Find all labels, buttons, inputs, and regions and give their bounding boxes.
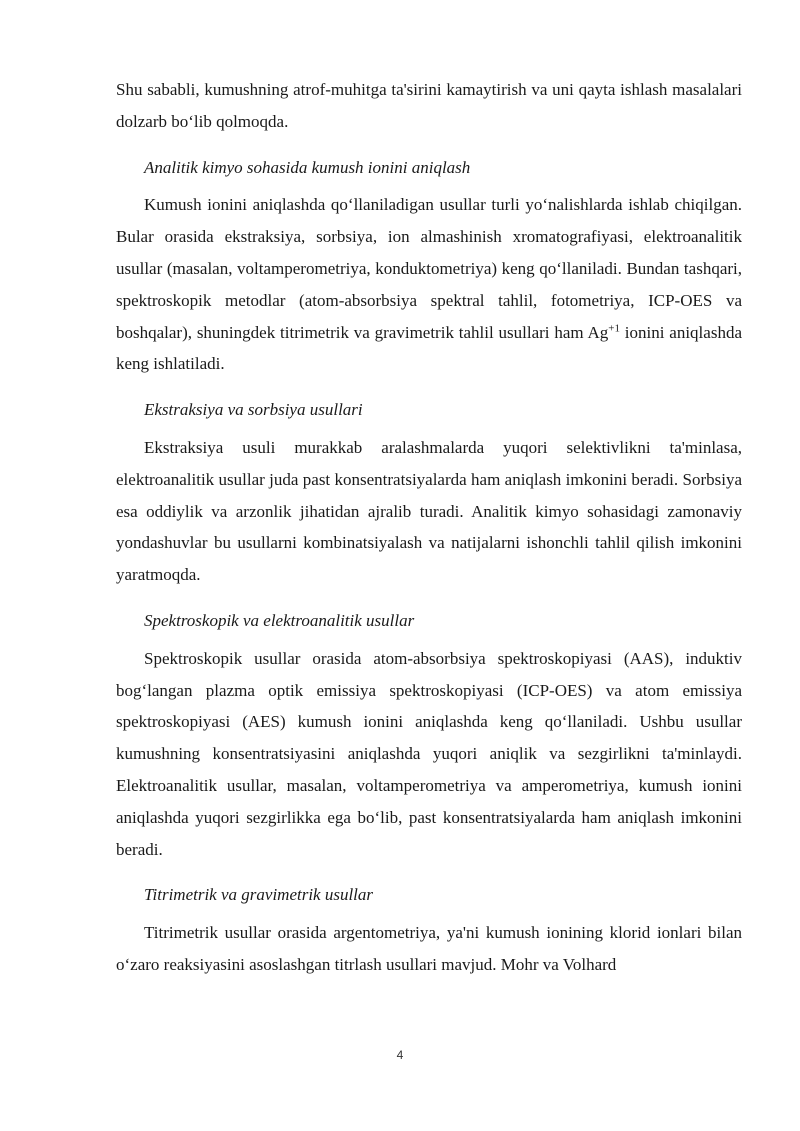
paragraph-extraction-sorption: Ekstraksiya usuli murakkab aralashmalarda yuqori selektivlikni ta'minlasa, elektroanalitik usullar juda past konsentratsiyalarda ham aniqlash imkonini beradi. Sorbsiya esa oddiylik va arzonlik jihatidan ajralib turadi. Analitik kimyo sohasidagi zamonaviy yondashuvlar bu usullarni kombinatsiyalash va natijalarni ishonchli tahlil qilish imkonini yaratmoqda. <box>116 437 742 585</box>
section-heading-spectroscopic: Spektroskopik va elektroanalitik usullar <box>144 610 415 630</box>
ion-charge-superscript: +1 <box>608 321 620 334</box>
document-page <box>116 74 742 981</box>
paragraph-spectroscopic: Spektroskopik usullar orasida atom-absorbsiya spektroskopiyasi (AAS), induktiv bog‘langan plazma optik emissiya spektroskopiyasi (ICP-OES) va atom emissiya spektroskopiyasi (AES) kumush ionini aniqlashda keng qo‘llaniladi. Ushbu usullar kumushning konsentratsiyasini aniqlashda yuqori aniqlik va sezgirlikni ta'minlaydi. Elektroanalitik usullar, masalan, voltamperometriya va amperometriya, kumush ionini aniqlashda yuqori sezgirlikka ega bo‘lib, past konsentratsiyalarda ham aniqlash imkonini beradi. <box>116 648 742 859</box>
section-heading-extraction-sorption: Ekstraksiya va sorbsiya usullari <box>144 400 363 420</box>
paragraph-continuation: Shu sababli, kumushning atrof-muhitga ta'sirini kamaytirish va uni qayta ishlash masalalari dolzarb bo‘lib qolmoqda. <box>116 80 742 131</box>
paragraph-methods-text: Kumush ionini aniqlashda qo‘llaniladigan usullar turli yo‘nalishlarda ishlab chiqilgan. Bular orasida ekstraksiya, sorbsiya, ion almashinish xromatografiyasi, elektroanalitik usullar (masalan, voltamperometriya, konduktometriya) keng qo‘llaniladi. Bundan tashqari, spektroskopik metodlar (atom-absorbsiya spektral tahlil, fotometriya, ICP-OES va boshqalar), shuningdek titrimetrik va gravimetrik tahlil usullari ham Ag <box>116 195 742 342</box>
section-heading-titrimetric: Titrimetrik va gravimetrik usullar <box>144 885 374 905</box>
paragraph-titrimetric: Titrimetrik usullar orasida argentometriya, ya'ni kumush ionining klorid ionlari bilan o‘zaro reaksiyasini asoslashgan titrlash usullari mavjud. Mohr va Volhard <box>116 923 742 974</box>
paragraph-methods-text-end: ionini aniqlashda keng ishlatiladi. <box>116 322 742 374</box>
section-heading-analytical-chemistry: Analitik kimyo sohasida kumush ionini aniqlash <box>144 157 471 177</box>
paragraph-methods-overview <box>116 189 742 380</box>
page-number: 4 <box>396 1048 404 1062</box>
